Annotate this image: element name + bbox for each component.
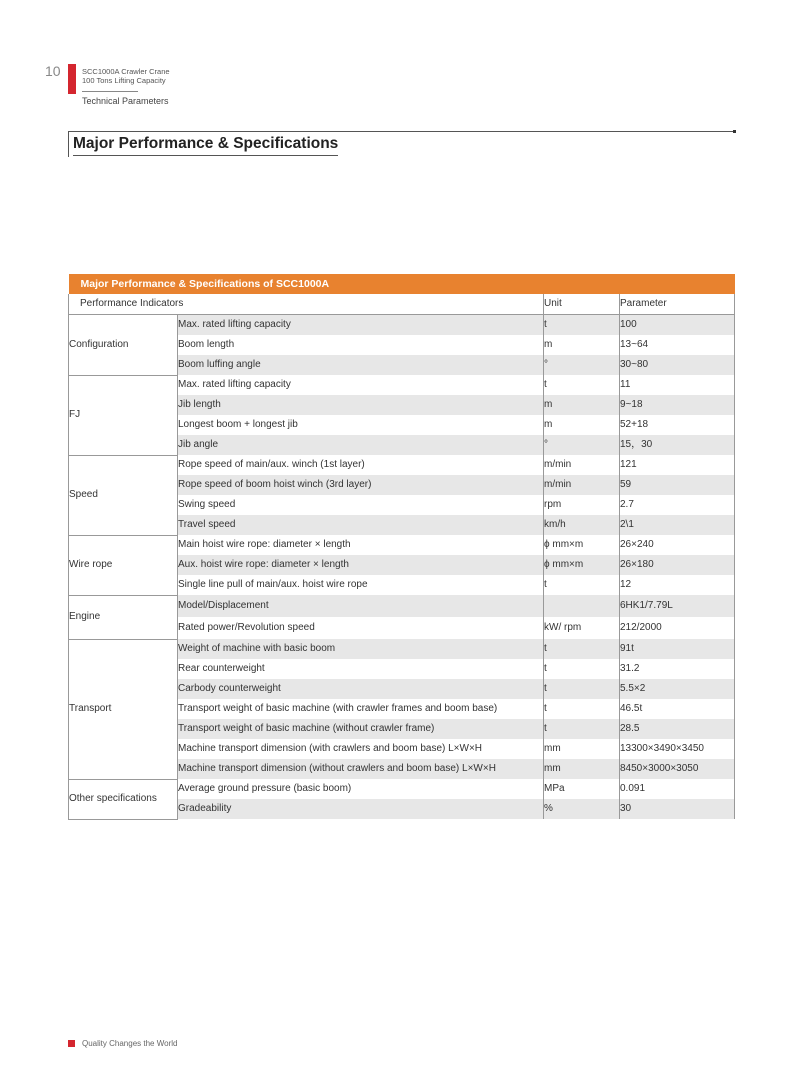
unit-cell: m/min	[544, 455, 620, 475]
parameter-cell: 13~64	[620, 335, 735, 355]
unit-cell: m	[544, 415, 620, 435]
unit-cell: °	[544, 355, 620, 375]
title-dot	[733, 130, 736, 133]
unit-cell: m	[544, 395, 620, 415]
parameter-cell: 13300×3490×3450	[620, 739, 735, 759]
indicator-cell: Swing speed	[178, 495, 544, 515]
unit-cell: mm	[544, 759, 620, 779]
unit-cell: t	[544, 315, 620, 336]
parameter-cell: 46.5t	[620, 699, 735, 719]
parameter-cell: 0.091	[620, 779, 735, 799]
table-title: Major Performance & Specifications of SCC1000A	[69, 274, 735, 294]
col-header-unit: Unit	[544, 294, 620, 315]
indicator-cell: Gradeability	[178, 799, 544, 819]
table-row	[69, 455, 735, 475]
indicator-cell: Main hoist wire rope: diameter × length	[178, 535, 544, 555]
parameter-cell: 28.5	[620, 719, 735, 739]
parameter-cell: 11	[620, 375, 735, 395]
parameter-cell: 59	[620, 475, 735, 495]
parameter-cell: 8450×3000×3050	[620, 759, 735, 779]
col-header-indicators: Performance Indicators	[69, 294, 544, 315]
unit-cell: t	[544, 719, 620, 739]
unit-cell: kW/ rpm	[544, 617, 620, 639]
unit-cell: t	[544, 679, 620, 699]
indicator-cell: Rear counterweight	[178, 659, 544, 679]
indicator-cell: Boom length	[178, 335, 544, 355]
indicator-cell: Max. rated lifting capacity	[178, 315, 544, 336]
table-row	[69, 315, 735, 336]
table-row	[69, 779, 735, 799]
indicator-cell: Average ground pressure (basic boom)	[178, 779, 544, 799]
indicator-cell: Longest boom + longest jib	[178, 415, 544, 435]
unit-cell: t	[544, 375, 620, 395]
parameter-cell: 91t	[620, 639, 735, 659]
page-number: 10	[45, 63, 61, 79]
unit-cell: t	[544, 639, 620, 659]
table-row	[69, 375, 735, 395]
parameter-cell: 6HK1/7.79L	[620, 595, 735, 617]
indicator-cell: Machine transport dimension (with crawlers and boom base) L×W×H	[178, 739, 544, 759]
indicator-cell: Max. rated lifting capacity	[178, 375, 544, 395]
category-cell: FJ	[69, 375, 178, 455]
indicator-cell: Travel speed	[178, 515, 544, 535]
indicator-cell: Transport weight of basic machine (with crawler frames and boom base)	[178, 699, 544, 719]
unit-cell: m	[544, 335, 620, 355]
unit-cell: MPa	[544, 779, 620, 799]
parameter-cell: 2.7	[620, 495, 735, 515]
parameter-cell: 100	[620, 315, 735, 336]
indicator-cell: Boom luffing angle	[178, 355, 544, 375]
parameter-cell: 2\1	[620, 515, 735, 535]
footer-red-square	[68, 1040, 75, 1047]
unit-cell: mm	[544, 739, 620, 759]
unit-cell: °	[544, 435, 620, 455]
unit-cell: t	[544, 699, 620, 719]
spec-table	[68, 274, 735, 820]
indicator-cell: Carbody counterweight	[178, 679, 544, 699]
indicator-cell: Rated power/Revolution speed	[178, 617, 544, 639]
header-model-line: SCC1000A Crawler Crane	[82, 67, 170, 76]
unit-cell: t	[544, 659, 620, 679]
category-cell: Configuration	[69, 315, 178, 376]
unit-cell: km/h	[544, 515, 620, 535]
indicator-cell: Transport weight of basic machine (without crawler frame)	[178, 719, 544, 739]
page-title: Major Performance & Specifications	[73, 135, 338, 156]
col-header-parameter: Parameter	[620, 294, 735, 315]
indicator-cell: Model/Displacement	[178, 595, 544, 617]
unit-cell: m/min	[544, 475, 620, 495]
parameter-cell: 15，30	[620, 435, 735, 455]
indicator-cell: Aux. hoist wire rope: diameter × length	[178, 555, 544, 575]
parameter-cell: 12	[620, 575, 735, 595]
parameter-cell: 31.2	[620, 659, 735, 679]
unit-cell: t	[544, 575, 620, 595]
indicator-cell: Rope speed of boom hoist winch (3rd layer)	[178, 475, 544, 495]
header-section-name: Technical Parameters	[82, 96, 169, 106]
unit-cell	[544, 595, 620, 617]
parameter-cell: 9~18	[620, 395, 735, 415]
parameter-cell: 121	[620, 455, 735, 475]
parameter-cell: 30	[620, 799, 735, 819]
page-title-frame	[68, 131, 734, 157]
table-row	[69, 639, 735, 659]
indicator-cell: Jib angle	[178, 435, 544, 455]
parameter-cell: 212/2000	[620, 617, 735, 639]
indicator-cell: Weight of machine with basic boom	[178, 639, 544, 659]
indicator-cell: Machine transport dimension (without crawlers and boom base) L×W×H	[178, 759, 544, 779]
table-row	[69, 595, 735, 617]
unit-cell: %	[544, 799, 620, 819]
category-cell: Speed	[69, 455, 178, 535]
indicator-cell: Rope speed of main/aux. winch (1st layer)	[178, 455, 544, 475]
parameter-cell: 30~80	[620, 355, 735, 375]
parameter-cell: 26×240	[620, 535, 735, 555]
indicator-cell: Jib length	[178, 395, 544, 415]
category-cell: Engine	[69, 595, 178, 639]
unit-cell: ϕ mm×m	[544, 555, 620, 575]
parameter-cell: 5.5×2	[620, 679, 735, 699]
parameter-cell: 52+18	[620, 415, 735, 435]
column-header-row	[69, 294, 735, 315]
parameter-cell: 26×180	[620, 555, 735, 575]
indicator-cell: Single line pull of main/aux. hoist wire rope	[178, 575, 544, 595]
table-row	[69, 535, 735, 555]
category-cell: Other specifications	[69, 779, 178, 819]
unit-cell: rpm	[544, 495, 620, 515]
header-capacity-line: 100 Tons Lifting Capacity	[82, 76, 166, 85]
spec-table-body	[69, 315, 735, 820]
category-cell: Transport	[69, 639, 178, 779]
footer-slogan: Quality Changes the World	[82, 1039, 178, 1048]
red-tab-marker	[68, 64, 76, 94]
unit-cell: ϕ mm×m	[544, 535, 620, 555]
category-cell: Wire rope	[69, 535, 178, 595]
header-divider	[82, 91, 138, 92]
